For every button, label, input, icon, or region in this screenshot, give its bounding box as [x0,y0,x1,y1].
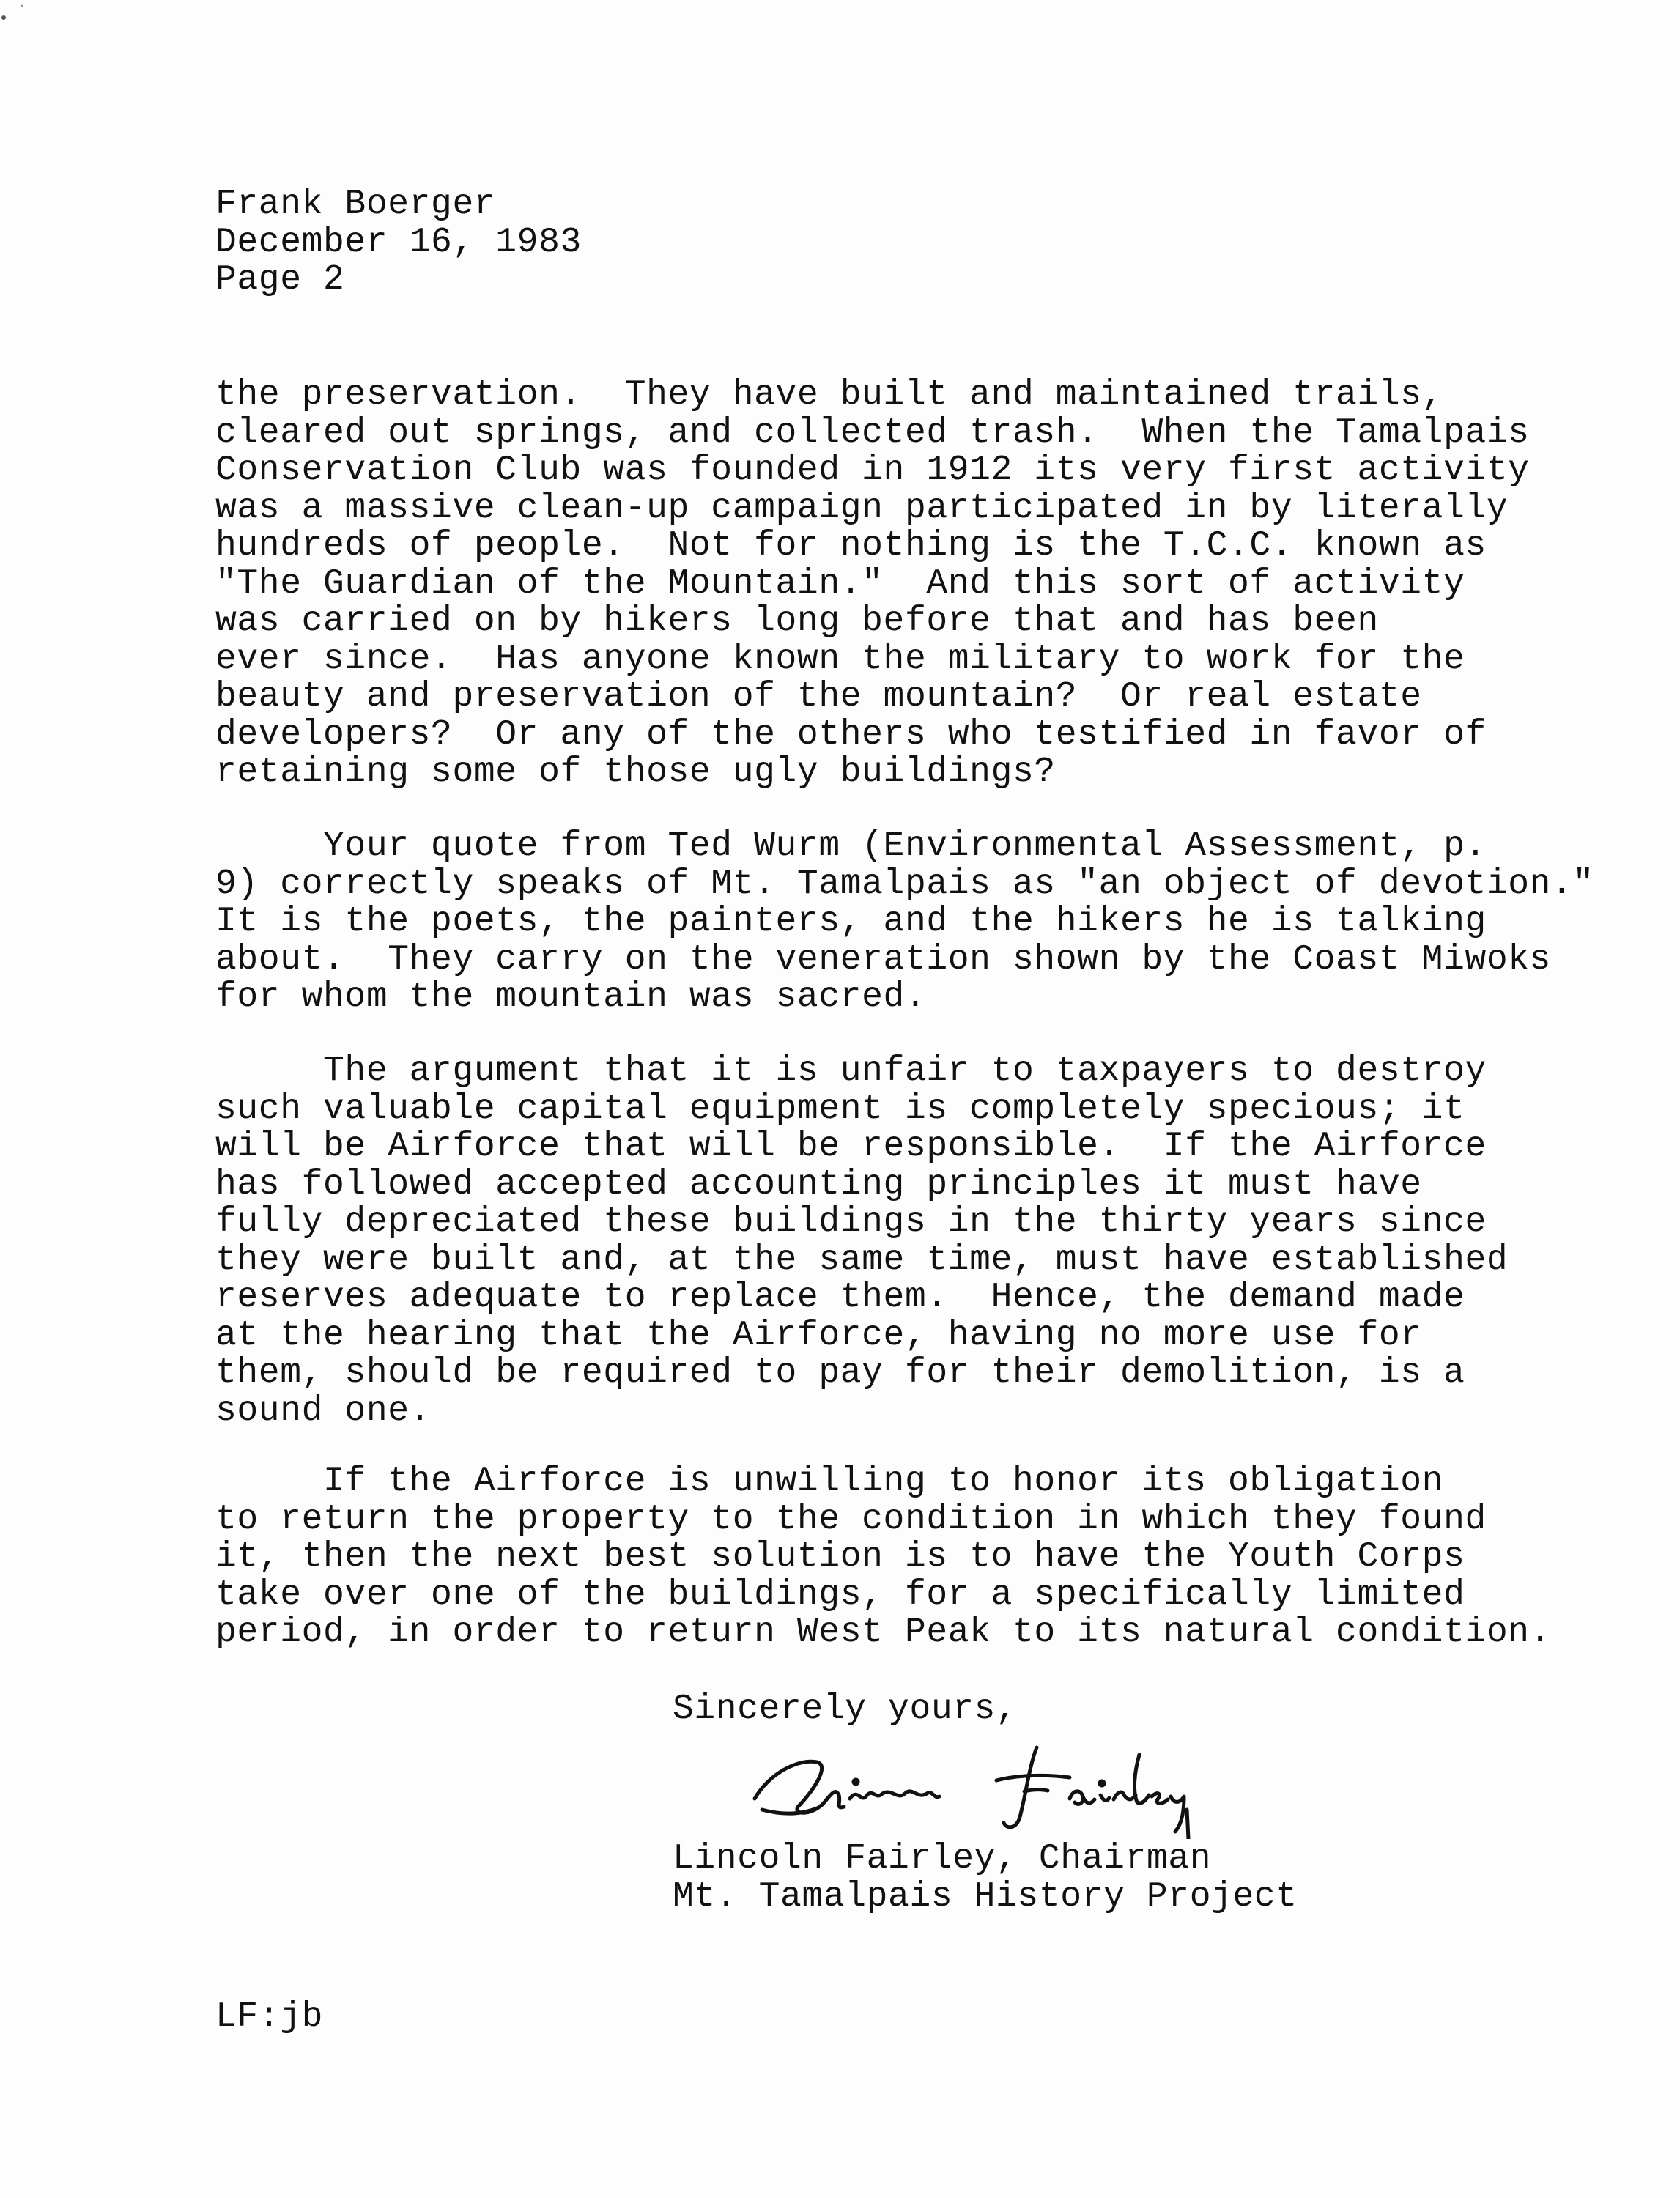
paragraph-line: to return the property to the condition in which they found [215,1499,1487,1539]
header-recipient: Frank Boerger [215,185,496,224]
signer-block [673,1840,1298,1916]
paragraph-line: sound one. [215,1391,432,1431]
paragraph-line: was a massive clean-up campaign participated in by literally [215,488,1509,528]
paragraph-line: ever since. Has anyone known the military to work for the [215,639,1465,679]
paragraph-line: it, then the next best solution is to have the Youth Corps [215,1537,1465,1577]
paragraph-line: The argument that it is unfair to taxpayers to destroy [215,1051,1487,1091]
paragraph-line: has followed accepted accounting principles it must have [215,1164,1422,1205]
closing-salutation: Sincerely yours, [673,1690,1018,1729]
paragraph-3 [215,1053,1651,1430]
signer-name-title: Lincoln Fairley, Chairman [673,1839,1212,1879]
paragraph-line: for whom the mountain was sacred. [215,977,927,1017]
paragraph-line: "The Guardian of the Mountain." And this sort of activity [215,563,1465,604]
paragraph-line: developers? Or any of the others who testified in favor of [215,714,1487,755]
paragraph-line: take over one of the buildings, for a specifically limited [215,1575,1465,1615]
signer-organization: Mt. Tamalpais History Project [673,1876,1298,1917]
paragraph-line: Your quote from Ted Wurm (Environmental Assessment, p. [215,826,1487,866]
paragraph-line: period, in order to return West Peak to its natural condition. [215,1613,1552,1652]
paragraph-line: retaining some of those ugly buildings? [215,752,1056,792]
header-page-number: Page 2 [215,260,345,300]
letter-header [215,186,1651,300]
paragraph-line: about. They carry on the veneration shown by the Coast Miwoks [215,939,1552,980]
paragraph-line: Conservation Club was founded in 1912 its very first activity [215,451,1530,490]
paragraph-line: was carried on by hikers long before that and has been [215,602,1379,641]
letter-closing [673,1691,1017,1729]
paragraph-line: 9) correctly speaks of Mt. Tamalpais as "an object of devotion." [215,864,1594,904]
paper-speck-marks [0,0,44,29]
header-date: December 16, 1983 [215,222,582,262]
paragraph-line: at the hearing that the Airforce, having no more use for [215,1315,1422,1355]
paragraph-line: It is the poets, the painters, and the hikers he is talking [215,902,1487,941]
typist-reference [215,1999,323,2037]
handwritten-signature [747,1729,1275,1839]
paragraph-2 [215,828,1651,1017]
paragraph-line: fully depreciated these buildings in the thirty years since [215,1202,1487,1242]
paragraph-line: them, should be required to pay for their demolition, is a [215,1353,1465,1393]
typist-initials: LF:jb [215,1997,324,2037]
paragraph-4 [215,1463,1651,1652]
paragraph-line: such valuable capital equipment is completely specious; it [215,1089,1465,1129]
paragraph-line: beauty and preservation of the mountain? Or real estate [215,677,1422,717]
paragraph-line: If the Airforce is unwilling to honor its obligation [215,1462,1444,1501]
paragraph-1 [215,377,1651,792]
paragraph-line: hundreds of people. Not for nothing is the T.C.C. known as [215,526,1487,566]
paragraph-line: the preservation. They have built and maintained trails, [215,375,1444,415]
paragraph-line: reserves adequate to replace them. Hence, the demand made [215,1278,1465,1317]
paragraph-line: cleared out springs, and collected trash. When the Tamalpais [215,412,1530,453]
paragraph-line: they were built and, at the same time, must have established [215,1240,1509,1280]
paragraph-line: will be Airforce that will be responsible. If the Airforce [215,1127,1487,1166]
